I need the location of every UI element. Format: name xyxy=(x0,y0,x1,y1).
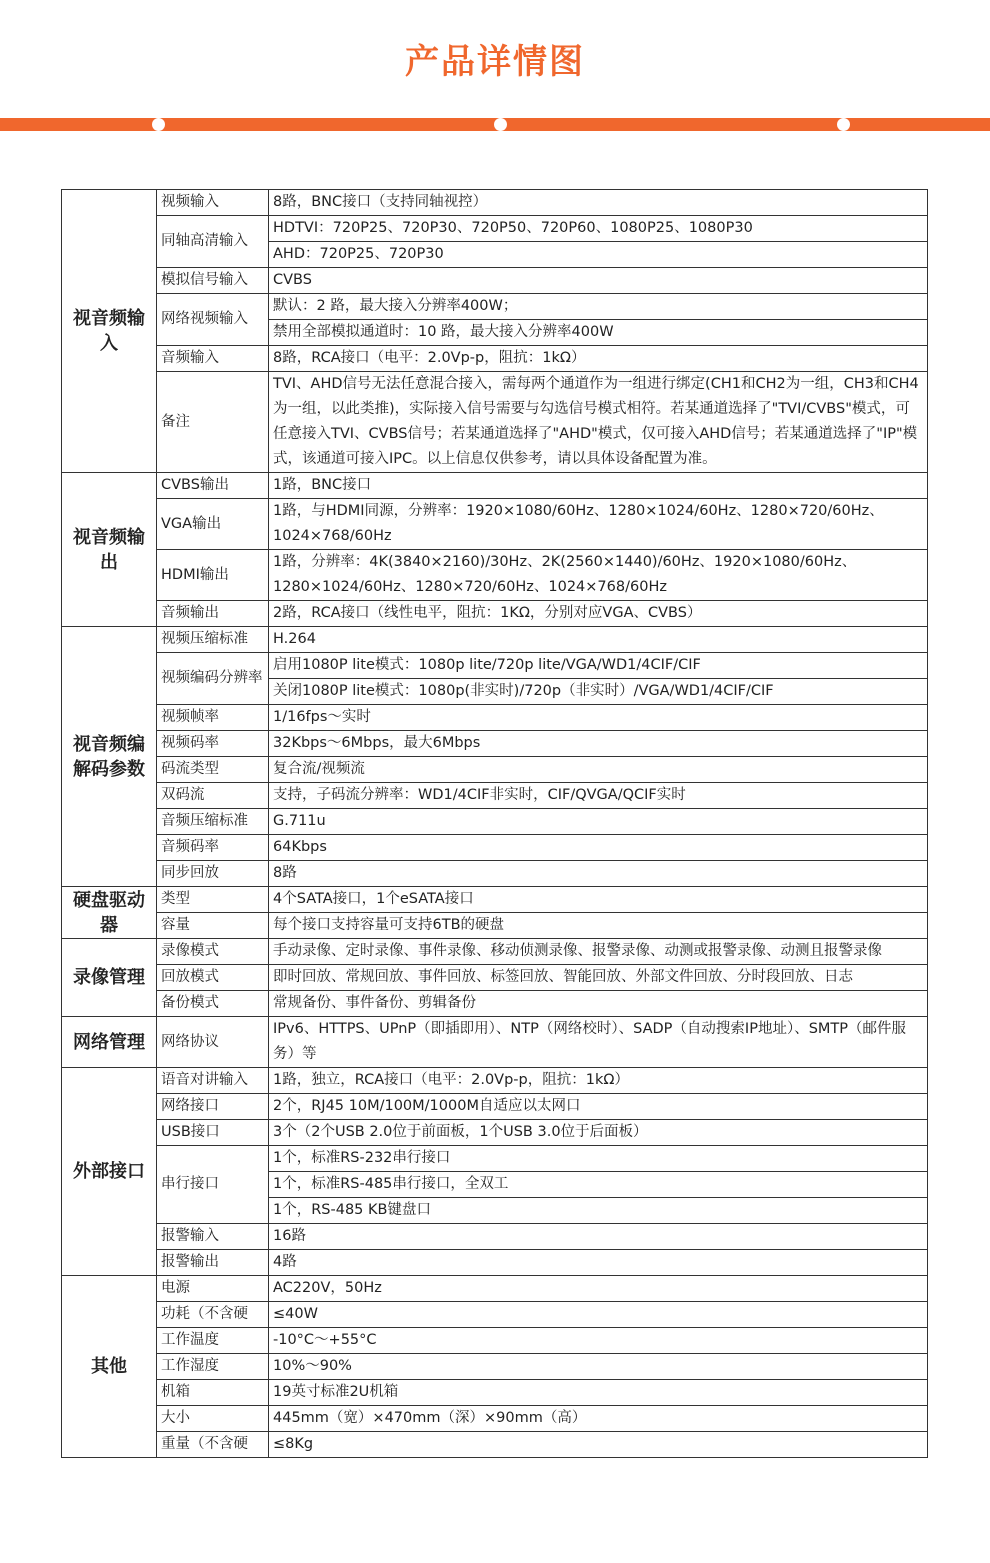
value-cell: 2路，RCA接口（线性电平，阻抗：1KΩ，分别对应VGA、CVBS） xyxy=(269,601,928,627)
item-cell: 串行接口 xyxy=(157,1146,269,1224)
item-cell: HDMI输出 xyxy=(157,550,269,601)
value-cell: G.711u xyxy=(269,809,928,835)
item-cell: 码流类型 xyxy=(157,757,269,783)
value-cell: IPv6、HTTPS、UPnP（即插即用）、NTP（网络校时）、SADP（自动搜索IP地址）、SMTP（邮件服务）等 xyxy=(269,1017,928,1068)
table-row xyxy=(62,1146,928,1172)
value-cell: H.264 xyxy=(269,627,928,653)
value-cell: HDTVI：720P25、720P30、720P50、720P60、1080P25、1080P30 xyxy=(269,216,928,242)
item-cell: 音频输出 xyxy=(157,601,269,627)
table-row xyxy=(62,1224,928,1250)
value-cell: AHD：720P25、720P30 xyxy=(269,242,928,268)
value-cell: 默认：2 路，最大接入分辨率400W； xyxy=(269,294,928,320)
category-cell: 录像管理 xyxy=(62,939,157,1017)
table-row xyxy=(62,1432,928,1458)
page-title: 产品详情图 xyxy=(405,42,585,82)
item-cell: 报警输入 xyxy=(157,1224,269,1250)
table-row xyxy=(62,1276,928,1302)
table-row xyxy=(62,1120,928,1146)
value-cell: 10%～90% xyxy=(269,1354,928,1380)
value-cell: 即时回放、常规回放、事件回放、标签回放、智能回放、外部文件回放、分时段回放、日志 xyxy=(269,965,928,991)
table-row xyxy=(62,1068,928,1094)
value-cell: ≤40W xyxy=(269,1302,928,1328)
item-cell: 视频输入 xyxy=(157,190,269,216)
value-cell: 19英寸标准2U机箱 xyxy=(269,1380,928,1406)
value-cell: 1个，标准RS-232串行接口 xyxy=(269,1146,928,1172)
value-cell: ≤8Kg xyxy=(269,1432,928,1458)
table-row xyxy=(62,1328,928,1354)
value-cell: 2个，RJ45 10M/100M/1000M自适应以太网口 xyxy=(269,1094,928,1120)
value-cell: 复合流/视频流 xyxy=(269,757,928,783)
table-row xyxy=(62,294,928,320)
value-cell: 3个（2个USB 2.0位于前面板，1个USB 3.0位于后面板） xyxy=(269,1120,928,1146)
value-cell: 8路，RCA接口（电平：2.0Vp-p，阻抗：1kΩ） xyxy=(269,346,928,372)
item-cell: 语音对讲输入 xyxy=(157,1068,269,1094)
table-row xyxy=(62,346,928,372)
value-cell: TVI、AHD信号无法任意混合接入，需每两个通道作为一组进行绑定(CH1和CH2为一组，CH3和CH4为一组，以此类推)，实际接入信号需要与勾选信号模式相符。若某通道选择了"TVI/CVBS"模式，可任意接入TVI、CVBS信号；若某通道选择了"AHD"模式，仅可接入AHD信号；若某通道选择了"IP"模式，该通道可接入IPC。以上信息仅供参考，请以具体设备配置为准。 xyxy=(269,372,928,473)
item-cell: 工作湿度 xyxy=(157,1354,269,1380)
accent-dot-right xyxy=(837,118,850,131)
item-cell: 大小 xyxy=(157,1406,269,1432)
item-cell: 机箱 xyxy=(157,1380,269,1406)
item-cell: 电源 xyxy=(157,1276,269,1302)
value-cell: 1路，独立，RCA接口（电平：2.0Vp-p，阻抗：1kΩ） xyxy=(269,1068,928,1094)
value-cell: 常规备份、事件备份、剪辑备份 xyxy=(269,991,928,1017)
spec-table xyxy=(61,189,928,1458)
category-cell: 视音频输入 xyxy=(62,190,157,473)
item-cell: USB接口 xyxy=(157,1120,269,1146)
accent-dot-center xyxy=(494,118,507,131)
item-cell: 功耗（不含硬 xyxy=(157,1302,269,1328)
item-cell: 备注 xyxy=(157,372,269,473)
item-cell: 网络接口 xyxy=(157,1094,269,1120)
item-cell: VGA输出 xyxy=(157,499,269,550)
value-cell: 4路 xyxy=(269,1250,928,1276)
item-cell: 工作温度 xyxy=(157,1328,269,1354)
table-row xyxy=(62,601,928,627)
value-cell: -10°C～+55°C xyxy=(269,1328,928,1354)
table-row xyxy=(62,473,928,499)
table-row xyxy=(62,1354,928,1380)
value-cell: 16路 xyxy=(269,1224,928,1250)
table-row xyxy=(62,216,928,242)
table-row xyxy=(62,1302,928,1328)
value-cell: 64Kbps xyxy=(269,835,928,861)
value-cell: 1个，标准RS-485串行接口，全双工 xyxy=(269,1172,928,1198)
value-cell: 1路，与HDMI同源，分辨率：1920×1080/60Hz、1280×1024/60Hz、1280×720/60Hz、1024×768/60Hz xyxy=(269,499,928,550)
value-cell: 1路，分辨率：4K(3840×2160)/30Hz、2K(2560×1440)/60Hz、1920×1080/60Hz、1280×1024/60Hz、1280×720/60Hz、1024×768/60Hz xyxy=(269,550,928,601)
item-cell: 容量 xyxy=(157,913,269,939)
table-row xyxy=(62,1017,928,1068)
value-cell: AC220V，50Hz xyxy=(269,1276,928,1302)
value-cell: 8路 xyxy=(269,861,928,887)
table-row xyxy=(62,268,928,294)
value-cell: 32Kbps～6Mbps，最大6Mbps xyxy=(269,731,928,757)
item-cell: 同轴高清输入 xyxy=(157,216,269,268)
table-row xyxy=(62,783,928,809)
item-cell: 录像模式 xyxy=(157,939,269,965)
table-row xyxy=(62,1094,928,1120)
value-cell: 1路，BNC接口 xyxy=(269,473,928,499)
item-cell: 类型 xyxy=(157,887,269,913)
item-cell: 同步回放 xyxy=(157,861,269,887)
item-cell: 视频码率 xyxy=(157,731,269,757)
item-cell: CVBS输出 xyxy=(157,473,269,499)
table-row xyxy=(62,757,928,783)
item-cell: 视频压缩标准 xyxy=(157,627,269,653)
table-row xyxy=(62,731,928,757)
item-cell: 视频编码分辨率 xyxy=(157,653,269,705)
item-cell: 报警输出 xyxy=(157,1250,269,1276)
category-cell: 视音频输出 xyxy=(62,473,157,627)
item-cell: 模拟信号输入 xyxy=(157,268,269,294)
table-row xyxy=(62,1250,928,1276)
value-cell: 1个，RS-485 KB键盘口 xyxy=(269,1198,928,1224)
table-row xyxy=(62,809,928,835)
item-cell: 视频帧率 xyxy=(157,705,269,731)
category-cell: 网络管理 xyxy=(62,1017,157,1068)
table-row xyxy=(62,835,928,861)
table-row xyxy=(62,861,928,887)
value-cell: CVBS xyxy=(269,268,928,294)
table-row xyxy=(62,1406,928,1432)
category-cell: 硬盘驱动器 xyxy=(62,887,157,939)
category-cell: 外部接口 xyxy=(62,1068,157,1276)
item-cell: 双码流 xyxy=(157,783,269,809)
table-row xyxy=(62,550,928,601)
item-cell: 音频码率 xyxy=(157,835,269,861)
table-row xyxy=(62,1380,928,1406)
value-cell: 手动录像、定时录像、事件录像、移动侦测录像、报警录像、动测或报警录像、动测且报警录像 xyxy=(269,939,928,965)
value-cell: 禁用全部模拟通道时：10 路，最大接入分辨率400W xyxy=(269,320,928,346)
table-row xyxy=(62,499,928,550)
table-row xyxy=(62,190,928,216)
table-row xyxy=(62,991,928,1017)
item-cell: 音频压缩标准 xyxy=(157,809,269,835)
table-row xyxy=(62,913,928,939)
category-cell: 视音频编解码参数 xyxy=(62,627,157,887)
accent-dot-left xyxy=(152,118,165,131)
value-cell: 8路，BNC接口（支持同轴视控） xyxy=(269,190,928,216)
table-row xyxy=(62,887,928,913)
value-cell: 4个SATA接口，1个eSATA接口 xyxy=(269,887,928,913)
table-row xyxy=(62,653,928,679)
table-row xyxy=(62,372,928,473)
category-cell: 其他 xyxy=(62,1276,157,1458)
table-row xyxy=(62,965,928,991)
item-cell: 网络协议 xyxy=(157,1017,269,1068)
value-cell: 每个接口支持容量可支持6TB的硬盘 xyxy=(269,913,928,939)
table-row xyxy=(62,627,928,653)
value-cell: 关闭1080P lite模式：1080p(非实时)/720p（非实时）/VGA/WD1/4CIF/CIF xyxy=(269,679,928,705)
table-row xyxy=(62,939,928,965)
value-cell: 启用1080P lite模式：1080p lite/720p lite/VGA/WD1/4CIF/CIF xyxy=(269,653,928,679)
value-cell: 1/16fps～实时 xyxy=(269,705,928,731)
item-cell: 备份模式 xyxy=(157,991,269,1017)
item-cell: 网络视频输入 xyxy=(157,294,269,346)
table-row xyxy=(62,705,928,731)
item-cell: 重量（不含硬 xyxy=(157,1432,269,1458)
value-cell: 445mm（宽）×470mm（深）×90mm（高） xyxy=(269,1406,928,1432)
item-cell: 回放模式 xyxy=(157,965,269,991)
item-cell: 音频输入 xyxy=(157,346,269,372)
value-cell: 支持，子码流分辨率：WD1/4CIF非实时，CIF/QVGA/QCIF实时 xyxy=(269,783,928,809)
